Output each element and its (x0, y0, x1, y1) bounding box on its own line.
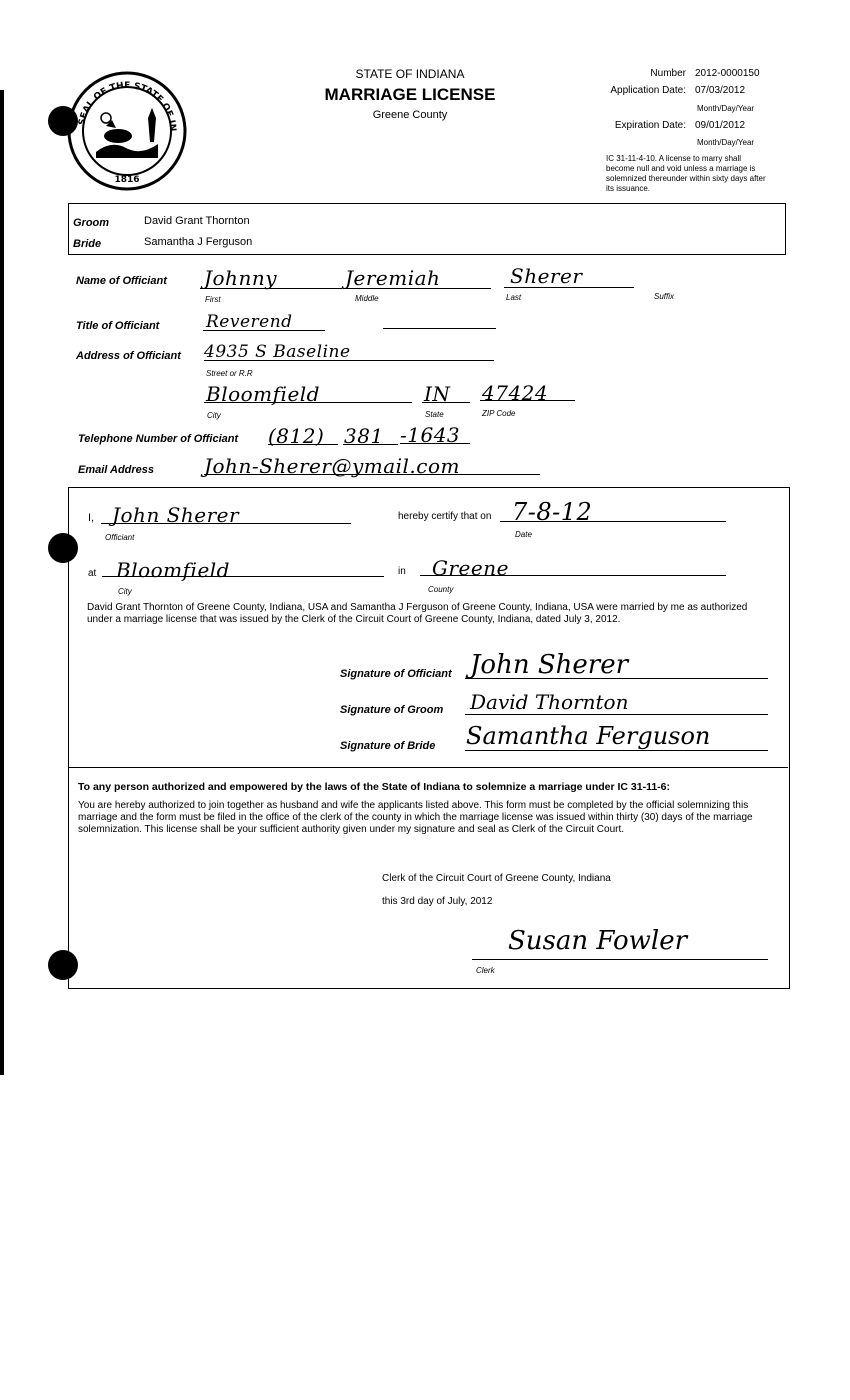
city-line (204, 402, 412, 403)
officiant-street: 4935 S Baseline (204, 342, 351, 362)
page-edge-mark (0, 90, 4, 1075)
street-caption: Street or R.R (206, 369, 253, 378)
at-label: at (88, 568, 97, 579)
sig-bride-label: Signature of Bride (340, 740, 436, 752)
issue-date-line: this 3rd day of July, 2012 (382, 896, 493, 907)
street-line (204, 360, 494, 361)
groom-signature: David Thornton (470, 690, 629, 714)
sig-officiant-label: Signature of Officiant (340, 668, 452, 680)
state-seal (66, 70, 188, 192)
officiant-middle-name: Jeremiah (345, 266, 441, 290)
expiration-date-label: Expiration Date: (614, 120, 686, 131)
city-caption: City (207, 411, 221, 420)
sig-groom-label: Signature of Groom (340, 704, 444, 716)
zip-caption: ZIP Code (482, 409, 516, 418)
authorization-heading: To any person authorized and empowered by the laws of the State of Indiana to solemnize a marriage under IC 31-11-6: (78, 781, 671, 793)
officiant-state: IN (424, 382, 451, 406)
middle-name-line (345, 288, 491, 289)
officiant-title: Reverend (206, 312, 293, 332)
last-caption: Last (506, 293, 522, 302)
marriage-county: Greene (432, 556, 509, 580)
seal-year: 1816 (114, 175, 140, 185)
marriage-city: Bloomfield (116, 558, 230, 582)
officiant-name-label: Name of Officiant (76, 275, 167, 287)
marriage-date: 7-8-12 (512, 498, 593, 526)
state-caption: State (425, 410, 444, 419)
groom-name: David Grant Thornton (144, 215, 250, 227)
title-line-2 (383, 328, 496, 329)
marriage-city-line (102, 576, 384, 577)
marriage-statement: David Grant Thornton of Greene County, Indiana, USA and Samantha J Ferguson of Greene County, Indiana, USA were married by me as authorized under a marriage license that was issued by the Clerk of the Circuit Court of Greene County, Indiana, dated July 3, 2012. (87, 602, 748, 625)
sig-groom-line (465, 714, 768, 715)
state-line (422, 402, 470, 403)
phone-prefix: 381 (344, 424, 384, 448)
marriage-date-line (500, 521, 726, 522)
county-heading: Greene County (372, 109, 448, 121)
groom-label: Groom (73, 217, 110, 229)
officiant-phone-label: Telephone Number of Officiant (78, 433, 239, 445)
officiant-first-name: Johnny (204, 266, 277, 290)
first-name-line (200, 288, 342, 289)
seal-top-text: SEAL OF THE STATE OF IN (77, 80, 178, 132)
officiant-signature: John Sherer (470, 650, 629, 680)
sig-bride-line (465, 750, 768, 751)
certify-officiant-caption: Officiant (105, 533, 135, 542)
date-caption: Date (515, 530, 532, 539)
state-heading: STATE OF INDIANA (355, 67, 465, 81)
bride-signature: Samantha Ferguson (466, 722, 711, 750)
email-line (204, 474, 540, 475)
phone-line-number: -1643 (400, 423, 461, 447)
zip-line (480, 400, 575, 401)
city-caption-2: City (118, 587, 132, 596)
application-date: 07/03/2012 (695, 85, 746, 96)
officiant-address-label: Address of Officiant (76, 350, 181, 362)
officiant-city: Bloomfield (206, 382, 320, 406)
middle-caption: Middle (355, 294, 379, 303)
suffix-caption: Suffix (654, 292, 675, 301)
date-format-2: Month/Day/Year (697, 138, 755, 147)
clerk-signature-line (472, 959, 768, 960)
clerk-of-court: Clerk of the Circuit Court of Greene County, Indiana (382, 873, 611, 884)
certify-officiant-line (101, 523, 351, 524)
in-label: in (398, 566, 406, 577)
clerk-caption: Clerk (476, 966, 495, 975)
county-caption: County (428, 585, 454, 594)
application-date-label: Application Date: (610, 85, 686, 96)
phone-area-line (268, 444, 338, 445)
marriage-county-line (420, 575, 726, 576)
certify-text: hereby certify that on (398, 511, 492, 522)
svg-text:SEAL OF THE STATE OF INDIANA (66, 70, 177, 132)
phone-prefix-line (343, 444, 398, 445)
phone-number-line (400, 443, 470, 444)
officiant-email: John-Sherer@ymail.com (204, 454, 460, 478)
license-number: 2012-0000150 (695, 68, 760, 79)
certify-i-label: I, (88, 512, 95, 524)
title-line (203, 330, 325, 331)
statute-note: IC 31-11-4-10. A license to marry shall become null and void unless a marriage is solemnized thereunder within sixty days after its issuance. (606, 154, 766, 193)
document-title: MARRIAGE LICENSE (324, 85, 496, 104)
bride-name: Samantha J Ferguson (144, 236, 253, 248)
number-label: Number (650, 68, 686, 79)
officiant-email-label: Email Address (78, 464, 155, 476)
officiant-last-name: Sherer (510, 264, 583, 288)
phone-area-code: (812) (268, 424, 325, 448)
last-name-line (504, 287, 634, 288)
date-format-1: Month/Day/Year (697, 104, 755, 113)
officiant-title-label: Title of Officiant (76, 320, 160, 332)
bride-label: Bride (73, 238, 102, 250)
clerk-signature: Susan Fowler (508, 926, 688, 956)
certify-officiant-name: John Sherer (112, 503, 240, 527)
sig-officiant-line (465, 678, 768, 679)
authorization-body: You are hereby authorized to join together as husband and wife the applicants listed above. This form must be completed by the official solemnizing this marriage and the form must be filed in the office of the clerk of the county in which the marriage license was issued within thirty (30) days of the marriage solemnization. This license shall be your sufficient authority given under my signature and seal as Clerk of the Circuit Court. (78, 800, 753, 835)
officiant-zip: 47424 (482, 381, 549, 405)
expiration-date: 09/01/2012 (695, 120, 746, 131)
certificate-divider (68, 767, 788, 768)
first-caption: First (205, 295, 221, 304)
